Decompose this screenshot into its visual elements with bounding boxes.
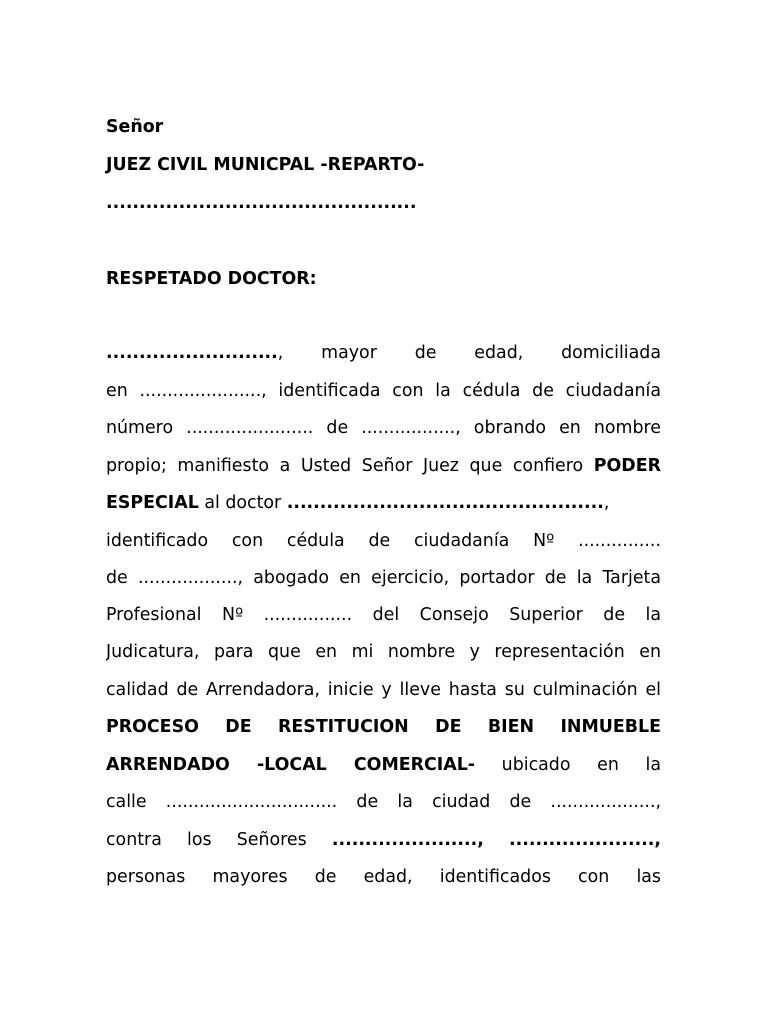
salutation: Señor [106,117,164,137]
grantor-name-placeholder: .......................... [106,343,278,363]
especial-bold: ESPECIAL [106,493,199,513]
body-line-7: de .................., abogado en ejercicio, portador de la Tarjeta [106,568,661,588]
attorney-name-placeholder: ................................................ [286,493,604,513]
body-line-13: calle ............................... de la ciudad de ..................., [106,792,661,812]
body-line-12-text: ubicado en la [475,755,661,775]
body-line-9: Judicatura, para que en mi nombre y representación en [106,642,661,662]
addressee: JUEZ CIVIL MUNICPAL -REPARTO- [106,155,425,175]
poder-bold: PODER [593,456,661,476]
body-line-8: Profesional Nº ................ del Consejo Superior de la [106,605,661,625]
document-page [106,0,661,1024]
body-line-14-sep [484,830,509,850]
defendant-2-placeholder: ......................, [509,830,661,850]
body-line-1-text: , mayor de edad, domiciliada [277,343,661,363]
body-line-2: en ......................, identificada con la cédula de ciudadanía [106,381,661,401]
body-line-4 [106,451,661,481]
body-line-5 [106,488,661,518]
process-title-line-2: ARRENDADO -LOCAL COMERCIAL- [106,755,476,775]
body-line-3: número ....................... de ................., obrando en nombre [106,418,661,438]
body-line-5-text: al doctor [198,493,287,513]
body-line-5-comma: , [603,493,610,513]
process-title-line-1: PROCESO DE RESTITUCION DE BIEN INMUEBLE [106,717,661,737]
body-line-6: identificado con cédula de ciudadanía Nº ............... [106,531,661,551]
body-line-12 [106,750,661,780]
body-line-15: personas mayores de edad, identificados con las [106,867,661,887]
defendant-1-placeholder: ......................, [331,830,484,850]
body-line-10: calidad de Arrendadora, inicie y lleve hasta su culminación el [106,680,661,700]
body-line-14 [106,825,661,855]
city-placeholder: ............................................... [106,193,417,213]
body-line-1 [106,338,661,368]
greeting: RESPETADO DOCTOR: [106,269,317,289]
body-line-14-text: contra los Señores [106,830,332,850]
body-line-4-text: propio; manifiesto a Usted Señor Juez que confiero [106,456,594,476]
